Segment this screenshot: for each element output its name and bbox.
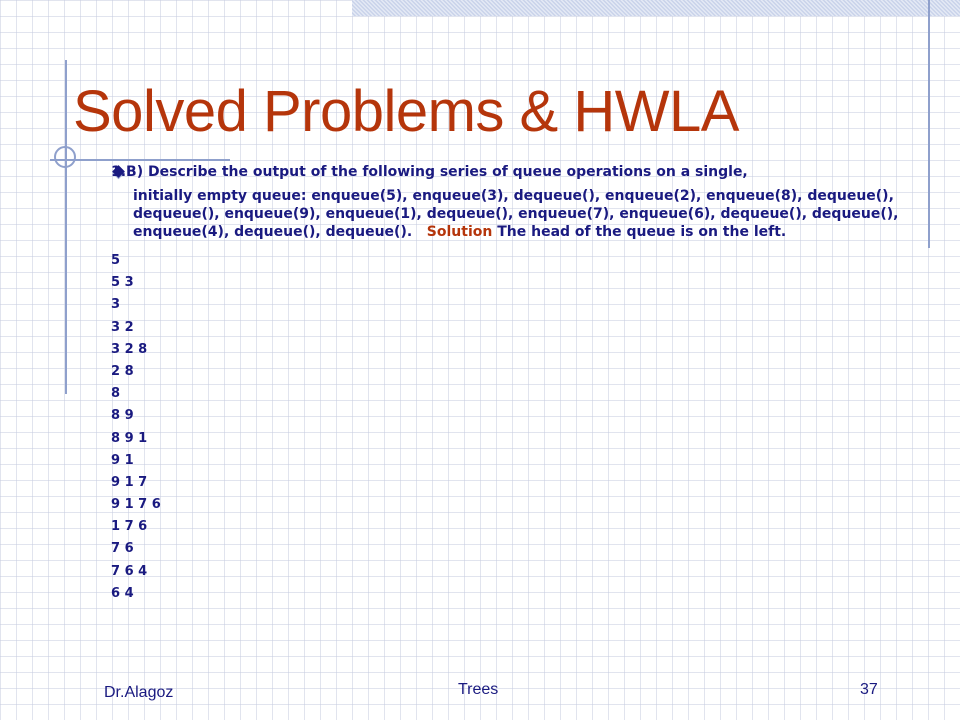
left-accent-line — [65, 60, 67, 394]
queue-state: 8 9 1 — [111, 430, 148, 446]
queue-state: 5 3 — [111, 275, 134, 291]
title-underline — [50, 159, 230, 161]
queue-state: 3 2 8 — [111, 341, 148, 357]
queue-state: 8 — [111, 386, 121, 402]
top-decorative-band — [352, 0, 960, 16]
queue-state: 9 1 — [111, 452, 134, 468]
solution-label: Solution — [426, 224, 493, 240]
queue-state: 9 1 7 6 — [111, 497, 161, 513]
slide-title: Solved Problems & HWLA — [73, 79, 739, 144]
queue-states-list — [111, 250, 161, 605]
solution-text: The head of the queue is on the left. — [497, 224, 787, 240]
queue-state: 2 8 — [111, 363, 134, 379]
problem-line-2 — [111, 187, 931, 241]
ring-decoration-icon — [54, 146, 76, 168]
queue-state: 3 2 — [111, 319, 134, 335]
queue-state: 9 1 7 — [111, 474, 148, 490]
queue-state: 3 — [111, 297, 121, 313]
footer-topic: Trees — [458, 681, 499, 698]
queue-state: 1 7 6 — [111, 519, 148, 535]
problem-statement — [111, 163, 931, 241]
queue-state: 7 6 — [111, 541, 134, 557]
queue-state: 8 9 — [111, 408, 134, 424]
footer-page-number: 37 — [860, 681, 878, 698]
queue-state: 7 6 4 — [111, 563, 148, 579]
problem-operations: initially empty queue: enqueue(5), enqueue(3), dequeue(), enqueue(2), enqueue(8), dequeue(), dequeue(), enqueue(9), enqueue(1), dequeue(), enqueue(7), enqueue(6), dequeue(), dequeue(), enqueue(4), dequeue(), dequeue(). — [133, 188, 899, 240]
queue-state: 6 4 — [111, 585, 134, 601]
footer-author: Dr.Alagoz — [104, 684, 174, 701]
problem-line-1: 1.B) Describe the output of the following series of queue operations on a single, — [111, 164, 748, 180]
queue-state: 5 — [111, 253, 121, 268]
